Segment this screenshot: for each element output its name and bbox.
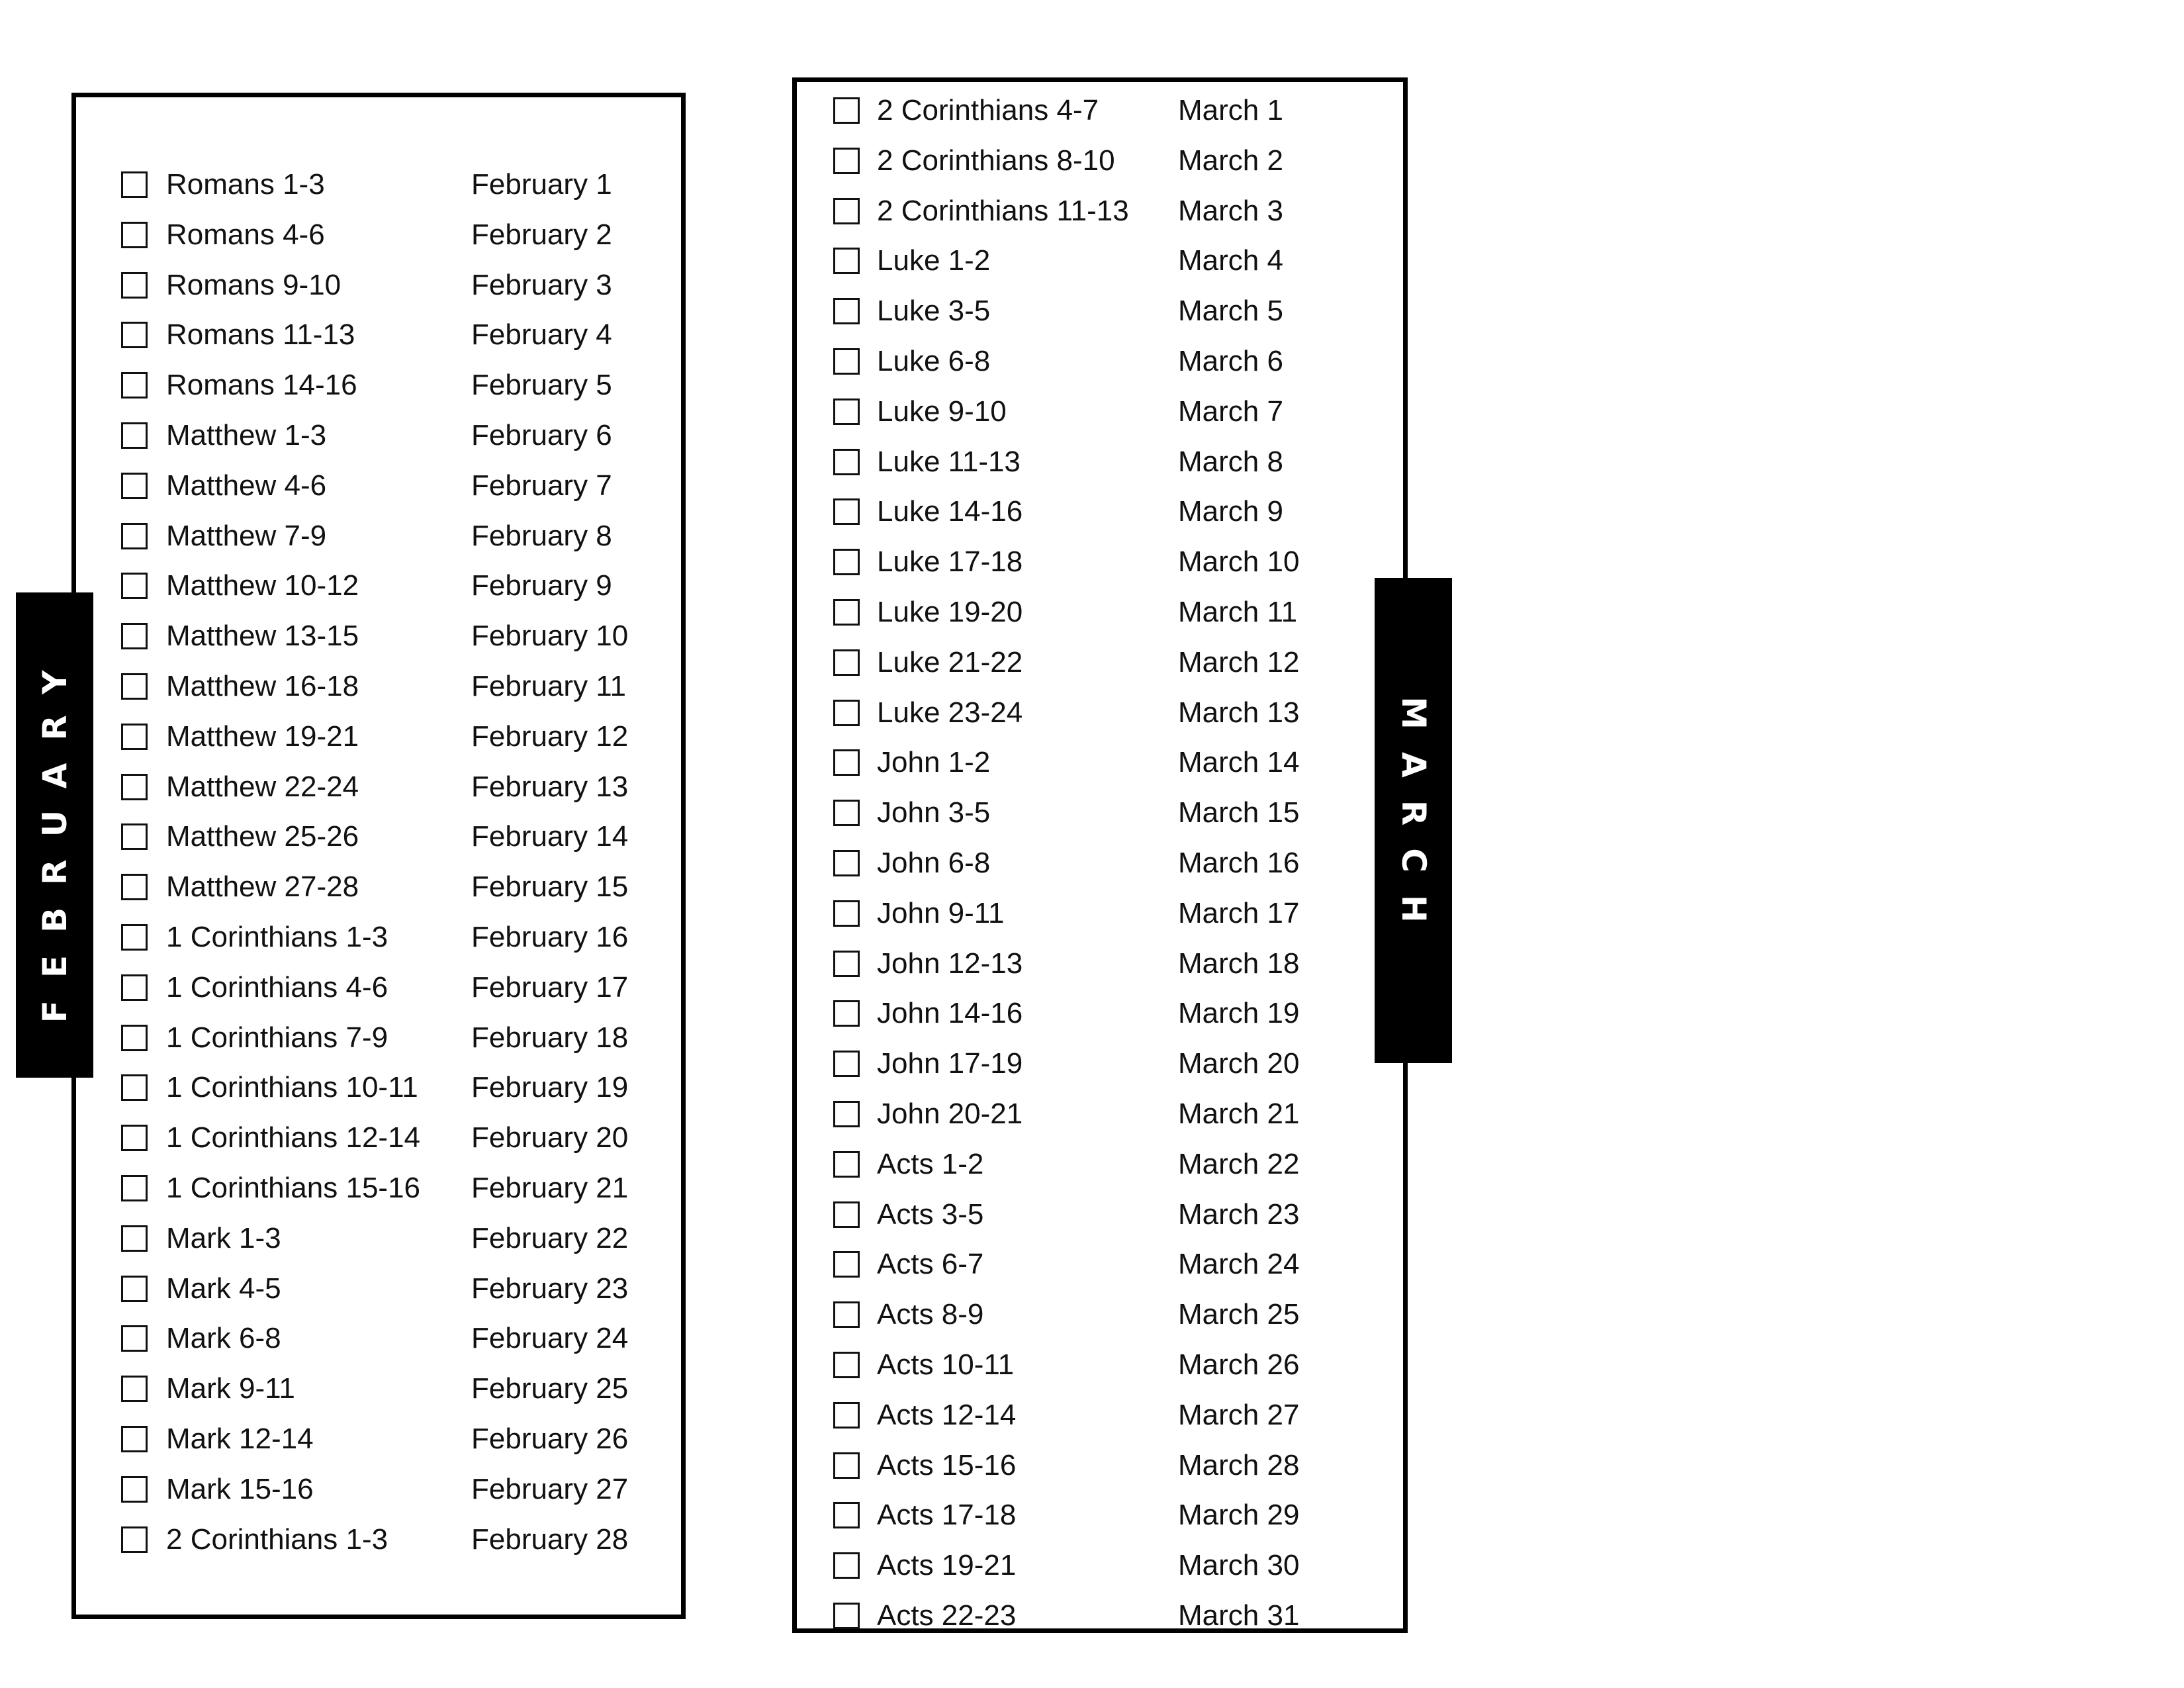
reading-date: February 27 <box>471 1472 629 1505</box>
reading-passage: Luke 1-2 <box>877 244 991 277</box>
reading-row <box>797 1191 1392 1241</box>
reading-passage: 2 Corinthians 11-13 <box>877 194 1129 227</box>
reading-checkbox[interactable] <box>833 1603 860 1629</box>
reading-date: March 18 <box>1178 947 1300 980</box>
reading-date: March 8 <box>1178 445 1283 478</box>
reading-checkbox[interactable] <box>121 1526 148 1553</box>
reading-date: February 7 <box>471 469 612 502</box>
reading-passage: Luke 23-24 <box>877 696 1023 729</box>
reading-passage: Romans 14-16 <box>166 369 357 402</box>
reading-checkbox[interactable] <box>833 148 860 174</box>
reading-row <box>76 863 672 914</box>
reading-row <box>76 412 672 462</box>
reading-date: February 26 <box>471 1422 629 1455</box>
reading-date: March 6 <box>1178 344 1283 377</box>
reading-date: March 9 <box>1178 495 1283 528</box>
reading-row <box>76 612 672 663</box>
reading-passage: John 14-16 <box>877 997 1023 1030</box>
reading-row <box>797 1341 1392 1391</box>
reading-passage: Mark 6-8 <box>166 1322 281 1355</box>
reading-date: March 5 <box>1178 295 1283 328</box>
reading-row <box>797 1090 1392 1141</box>
reading-passage: 1 Corinthians 12-14 <box>166 1121 421 1154</box>
reading-row <box>797 1442 1392 1492</box>
reading-row <box>76 311 672 361</box>
reading-passage: John 9-11 <box>877 896 1005 929</box>
reading-checkbox[interactable] <box>121 823 148 850</box>
reading-passage: Acts 15-16 <box>877 1448 1017 1481</box>
february-reading-list <box>76 161 672 1566</box>
reading-checkbox[interactable] <box>121 1325 148 1352</box>
reading-row <box>797 940 1392 990</box>
reading-date: February 12 <box>471 720 629 753</box>
reading-passage: Mark 12-14 <box>166 1422 314 1455</box>
reading-passage: 2 Corinthians 1-3 <box>166 1523 388 1556</box>
reading-checkbox[interactable] <box>833 1151 860 1178</box>
reading-passage: Matthew 16-18 <box>166 669 359 702</box>
reading-date: March 29 <box>1178 1499 1300 1532</box>
february-reading-panel <box>71 93 686 1619</box>
reading-checkbox[interactable] <box>833 700 860 726</box>
february-month-tab <box>16 592 93 1078</box>
reading-row <box>797 839 1392 890</box>
reading-row <box>797 338 1392 388</box>
reading-row <box>797 1491 1392 1542</box>
reading-date: February 15 <box>471 870 629 904</box>
reading-passage: Acts 12-14 <box>877 1398 1017 1431</box>
reading-date: February 13 <box>471 770 629 803</box>
reading-passage: Matthew 19-21 <box>166 720 359 753</box>
reading-date: March 3 <box>1178 194 1283 227</box>
reading-date: March 7 <box>1178 395 1283 428</box>
reading-checkbox[interactable] <box>833 1402 860 1429</box>
reading-date: March 19 <box>1178 997 1300 1030</box>
reading-date: March 21 <box>1178 1097 1300 1130</box>
reading-date: March 15 <box>1178 796 1300 829</box>
reading-passage: Romans 9-10 <box>166 268 341 301</box>
reading-passage: John 12-13 <box>877 947 1023 980</box>
reading-row <box>76 562 672 612</box>
reading-checkbox[interactable] <box>121 1476 148 1503</box>
reading-checkbox[interactable] <box>833 1201 860 1228</box>
reading-row <box>76 1415 672 1466</box>
reading-checkbox[interactable] <box>833 1301 860 1328</box>
reading-passage: Acts 10-11 <box>877 1348 1015 1381</box>
reading-checkbox[interactable] <box>121 372 148 399</box>
reading-passage: John 6-8 <box>877 846 991 879</box>
reading-row <box>797 1141 1392 1191</box>
reading-passage: Acts 17-18 <box>877 1499 1017 1532</box>
reading-checkbox[interactable] <box>833 1251 860 1278</box>
reading-row <box>76 763 672 814</box>
reading-date: February 22 <box>471 1221 629 1254</box>
reading-row <box>797 1542 1392 1592</box>
reading-checkbox[interactable] <box>833 348 860 375</box>
reading-passage: 1 Corinthians 7-9 <box>166 1021 388 1054</box>
reading-date: March 17 <box>1178 896 1300 929</box>
reading-checkbox[interactable] <box>121 523 148 549</box>
reading-row <box>76 964 672 1014</box>
reading-date: February 8 <box>471 519 612 552</box>
reading-checkbox[interactable] <box>121 623 148 649</box>
reading-checkbox[interactable] <box>121 1276 148 1302</box>
reading-row <box>76 1466 672 1516</box>
reading-passage: John 17-19 <box>877 1047 1023 1080</box>
reading-date: February 3 <box>471 268 612 301</box>
reading-row <box>76 663 672 713</box>
reading-checkbox[interactable] <box>833 1502 860 1528</box>
reading-row <box>76 161 672 211</box>
reading-checkbox[interactable] <box>121 171 148 198</box>
reading-checkbox[interactable] <box>833 498 860 525</box>
reading-checkbox[interactable] <box>121 774 148 800</box>
reading-passage: Mark 15-16 <box>166 1472 314 1505</box>
reading-date: February 14 <box>471 820 629 853</box>
reading-row <box>76 1164 672 1215</box>
reading-date: March 4 <box>1178 244 1283 277</box>
reading-passage: Matthew 13-15 <box>166 620 359 653</box>
reading-checkbox[interactable] <box>121 1125 148 1151</box>
reading-passage: Matthew 1-3 <box>166 418 327 451</box>
march-month-tab <box>1375 578 1452 1063</box>
reading-passage: 1 Corinthians 10-11 <box>166 1071 418 1104</box>
reading-checkbox[interactable] <box>833 298 860 324</box>
reading-date: March 22 <box>1178 1147 1300 1180</box>
reading-row <box>76 361 672 412</box>
reading-row <box>797 237 1392 287</box>
reading-checkbox[interactable] <box>833 749 860 776</box>
reading-passage: 1 Corinthians 1-3 <box>166 920 388 953</box>
reading-row <box>797 689 1392 739</box>
reading-date: February 1 <box>471 168 612 201</box>
reading-checkbox[interactable] <box>121 1175 148 1201</box>
reading-date: February 18 <box>471 1021 629 1054</box>
reading-checkbox[interactable] <box>121 322 148 348</box>
reading-date: March 24 <box>1178 1248 1300 1281</box>
reading-row <box>76 914 672 964</box>
reading-checkbox[interactable] <box>833 1051 860 1077</box>
reading-checkbox[interactable] <box>833 1352 860 1378</box>
reading-row <box>76 1365 672 1415</box>
reading-date: February 5 <box>471 369 612 402</box>
reading-passage: Mark 1-3 <box>166 1221 281 1254</box>
reading-row <box>76 713 672 763</box>
reading-passage: Acts 8-9 <box>877 1298 984 1331</box>
reading-row <box>797 488 1392 538</box>
reading-checkbox[interactable] <box>833 399 860 425</box>
reading-row <box>797 187 1392 238</box>
reading-passage: Acts 6-7 <box>877 1248 984 1281</box>
reading-date: February 25 <box>471 1372 629 1405</box>
reading-row <box>76 1265 672 1315</box>
reading-row <box>797 137 1392 187</box>
reading-passage: Luke 17-18 <box>877 545 1023 579</box>
reading-row <box>797 1241 1392 1291</box>
reading-passage: Mark 4-5 <box>166 1272 281 1305</box>
reading-row <box>797 890 1392 940</box>
reading-row <box>797 388 1392 438</box>
reading-row <box>76 462 672 512</box>
reading-row <box>76 1014 672 1064</box>
reading-row <box>76 1114 672 1164</box>
reading-date: February 9 <box>471 569 612 602</box>
reading-row <box>76 1516 672 1566</box>
reading-row <box>797 639 1392 689</box>
reading-date: March 26 <box>1178 1348 1300 1381</box>
reading-row <box>76 512 672 563</box>
reading-checkbox[interactable] <box>121 974 148 1001</box>
reading-date: March 13 <box>1178 696 1300 729</box>
reading-passage: Acts 1-2 <box>877 1147 984 1180</box>
reading-checkbox[interactable] <box>121 422 148 449</box>
reading-date: March 14 <box>1178 746 1300 779</box>
reading-date: February 23 <box>471 1272 629 1305</box>
reading-row <box>797 789 1392 839</box>
reading-date: February 19 <box>471 1071 629 1104</box>
reading-date: March 10 <box>1178 545 1300 579</box>
reading-date: March 23 <box>1178 1197 1300 1231</box>
reading-checkbox[interactable] <box>121 473 148 499</box>
reading-checkbox[interactable] <box>833 97 860 124</box>
reading-row <box>797 588 1392 639</box>
reading-passage: Luke 19-20 <box>877 595 1023 628</box>
reading-date: February 24 <box>471 1322 629 1355</box>
reading-date: March 2 <box>1178 144 1283 177</box>
reading-date: March 31 <box>1178 1599 1300 1632</box>
reading-date: February 11 <box>471 669 626 702</box>
reading-row <box>76 261 672 312</box>
reading-passage: 1 Corinthians 15-16 <box>166 1171 421 1204</box>
reading-date: February 20 <box>471 1121 629 1154</box>
reading-date: February 6 <box>471 418 612 451</box>
reading-checkbox[interactable] <box>833 1452 860 1479</box>
reading-checkbox[interactable] <box>833 449 860 475</box>
reading-row <box>797 287 1392 338</box>
reading-passage: Luke 9-10 <box>877 395 1007 428</box>
reading-row <box>797 1040 1392 1090</box>
reading-checkbox[interactable] <box>833 1552 860 1579</box>
reading-checkbox[interactable] <box>833 951 860 977</box>
reading-passage: Acts 22-23 <box>877 1599 1017 1632</box>
reading-passage: Matthew 22-24 <box>166 770 359 803</box>
reading-date: February 28 <box>471 1523 629 1556</box>
reading-checkbox[interactable] <box>833 1101 860 1127</box>
reading-passage: Luke 11-13 <box>877 445 1021 478</box>
reading-date: February 10 <box>471 620 629 653</box>
reading-date: February 21 <box>471 1171 629 1204</box>
reading-row <box>76 1315 672 1365</box>
reading-row <box>76 813 672 863</box>
reading-checkbox[interactable] <box>833 549 860 575</box>
reading-passage: Mark 9-11 <box>166 1372 295 1405</box>
reading-checkbox[interactable] <box>833 850 860 876</box>
reading-checkbox[interactable] <box>833 800 860 826</box>
reading-checkbox[interactable] <box>121 1025 148 1051</box>
reading-date: February 2 <box>471 218 612 251</box>
reading-checkbox[interactable] <box>833 649 860 676</box>
reading-date: March 11 <box>1178 595 1298 628</box>
reading-date: March 25 <box>1178 1298 1300 1331</box>
reading-checkbox[interactable] <box>833 599 860 626</box>
reading-passage: Matthew 10-12 <box>166 569 359 602</box>
reading-row <box>797 739 1392 789</box>
reading-checkbox[interactable] <box>121 874 148 900</box>
march-tab-label: MARCH <box>1394 696 1433 945</box>
reading-date: March 16 <box>1178 846 1300 879</box>
reading-passage: Luke 3-5 <box>877 295 991 328</box>
reading-checkbox[interactable] <box>833 248 860 274</box>
reading-checkbox[interactable] <box>121 673 148 700</box>
reading-date: March 30 <box>1178 1549 1300 1582</box>
reading-date: March 12 <box>1178 645 1300 679</box>
reading-passage: Matthew 4-6 <box>166 469 327 502</box>
reading-passage: Romans 4-6 <box>166 218 325 251</box>
reading-checkbox[interactable] <box>121 1376 148 1402</box>
reading-row <box>76 211 672 261</box>
reading-passage: Luke 6-8 <box>877 344 991 377</box>
reading-checkbox[interactable] <box>121 1426 148 1452</box>
reading-date: February 17 <box>471 970 629 1004</box>
march-reading-list <box>797 87 1392 1642</box>
reading-row <box>76 1064 672 1114</box>
reading-checkbox[interactable] <box>833 198 860 224</box>
reading-checkbox[interactable] <box>121 222 148 248</box>
reading-checkbox[interactable] <box>121 1074 148 1101</box>
reading-date: March 28 <box>1178 1448 1300 1481</box>
reading-date: February 16 <box>471 920 629 953</box>
reading-checkbox[interactable] <box>833 900 860 927</box>
reading-date: March 20 <box>1178 1047 1300 1080</box>
reading-passage: 2 Corinthians 8-10 <box>877 144 1115 177</box>
reading-checkbox[interactable] <box>833 1000 860 1027</box>
reading-row <box>797 438 1392 489</box>
reading-passage: John 1-2 <box>877 746 991 779</box>
reading-passage: John 20-21 <box>877 1097 1023 1130</box>
reading-row <box>76 1215 672 1265</box>
reading-checkbox[interactable] <box>121 724 148 750</box>
reading-passage: Romans 1-3 <box>166 168 325 201</box>
march-reading-panel <box>792 77 1408 1633</box>
reading-passage: Romans 11-13 <box>166 318 355 352</box>
reading-checkbox[interactable] <box>121 924 148 951</box>
reading-passage: Luke 14-16 <box>877 495 1023 528</box>
reading-row <box>797 1592 1392 1642</box>
reading-row <box>797 538 1392 588</box>
reading-row <box>797 990 1392 1040</box>
reading-passage: Acts 19-21 <box>877 1549 1017 1582</box>
reading-date: February 4 <box>471 318 612 352</box>
reading-checkbox[interactable] <box>121 272 148 299</box>
reading-passage: 2 Corinthians 4-7 <box>877 94 1099 126</box>
reading-row <box>797 87 1392 137</box>
reading-row <box>797 1291 1392 1341</box>
february-tab-label: FEBRUARY <box>35 647 74 1023</box>
reading-passage: Matthew 27-28 <box>166 870 359 904</box>
reading-passage: Matthew 7-9 <box>166 519 327 552</box>
reading-passage: Acts 3-5 <box>877 1197 984 1231</box>
reading-passage: Luke 21-22 <box>877 645 1023 679</box>
reading-passage: 1 Corinthians 4-6 <box>166 970 388 1004</box>
reading-checkbox[interactable] <box>121 573 148 599</box>
reading-passage: Matthew 25-26 <box>166 820 359 853</box>
reading-checkbox[interactable] <box>121 1225 148 1252</box>
reading-passage: John 3-5 <box>877 796 991 829</box>
reading-date: March 1 <box>1178 94 1283 126</box>
reading-row <box>797 1391 1392 1442</box>
reading-date: March 27 <box>1178 1398 1300 1431</box>
